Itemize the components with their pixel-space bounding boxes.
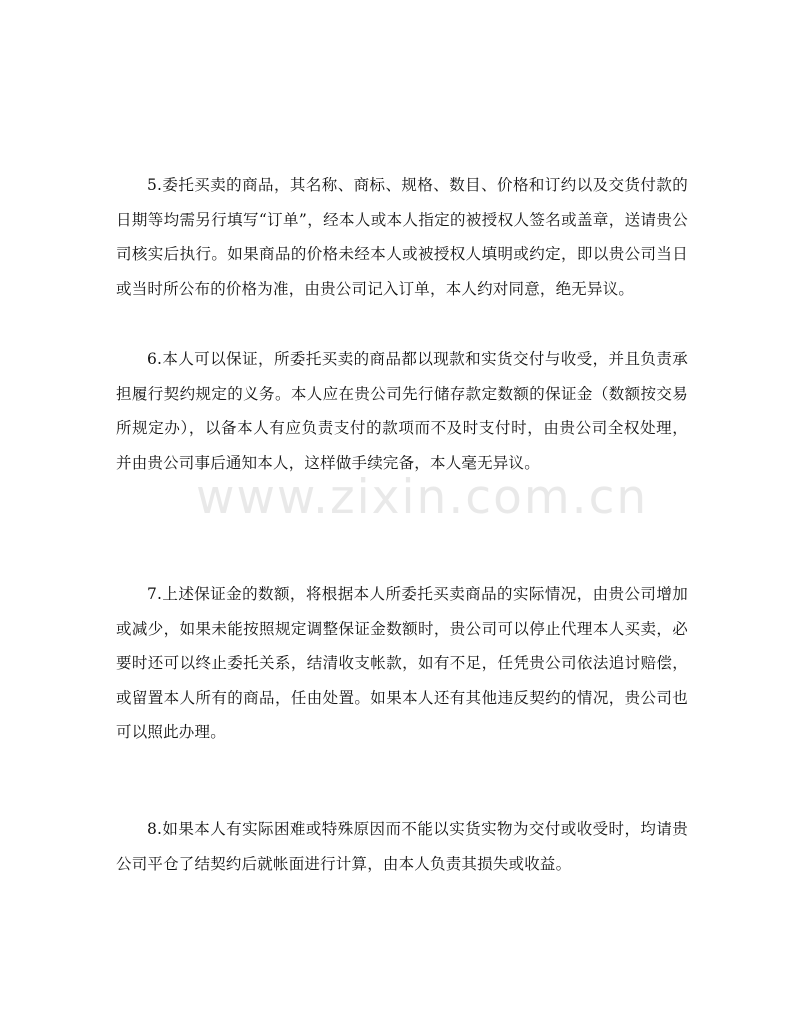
clause-6-paragraph: 6.本人可以保证，所委托买卖的商品都以现款和实货交付与收受，并且负责承担履行契约规定的义务。本人应在贵公司先行储存款定数额的保证金（数额按交易所规定办），以备本人有应负责支付的款项而不及时支付时，由贵公司全权处理，并由贵公司事后通知本人，这样做手续完备，本人毫无异议。 <box>116 350 688 472</box>
clause-5-paragraph: 5.委托买卖的商品，其名称、商标、规格、数目、价格和订约以及交货付款的日期等均需另行填写“订单”，经本人或本人指定的被授权人签名或盖章，送请贵公司核实后执行。如果商品的价格未经本人或被授权人填明或约定，即以贵公司当日或当时所公布的价格为准，由贵公司记入订单，本人约对同意，绝无异议。 <box>116 176 688 298</box>
clause-7-paragraph: 7.上述保证金的数额，将根据本人所委托买卖商品的实际情况，由贵公司增加或减少，如果未能按照规定调整保证金数额时，贵公司可以停止代理本人买卖，必要时还可以终止委托关系，结清收支帐款，如有不足，任凭贵公司依法追讨赔偿，或留置本人所有的商品，任由处置。如果本人还有其他违反契约的情况，贵公司也可以照此办理。 <box>116 585 688 742</box>
watermark: www.zixin.com.cn <box>196 470 649 525</box>
clause-8-paragraph: 8.如果本人有实际困难或特殊原因而不能以实货实物为交付或收受时，均请贵公司平仓了结契约后就帐面进行计算，由本人负责其损失或收益。 <box>116 820 688 873</box>
